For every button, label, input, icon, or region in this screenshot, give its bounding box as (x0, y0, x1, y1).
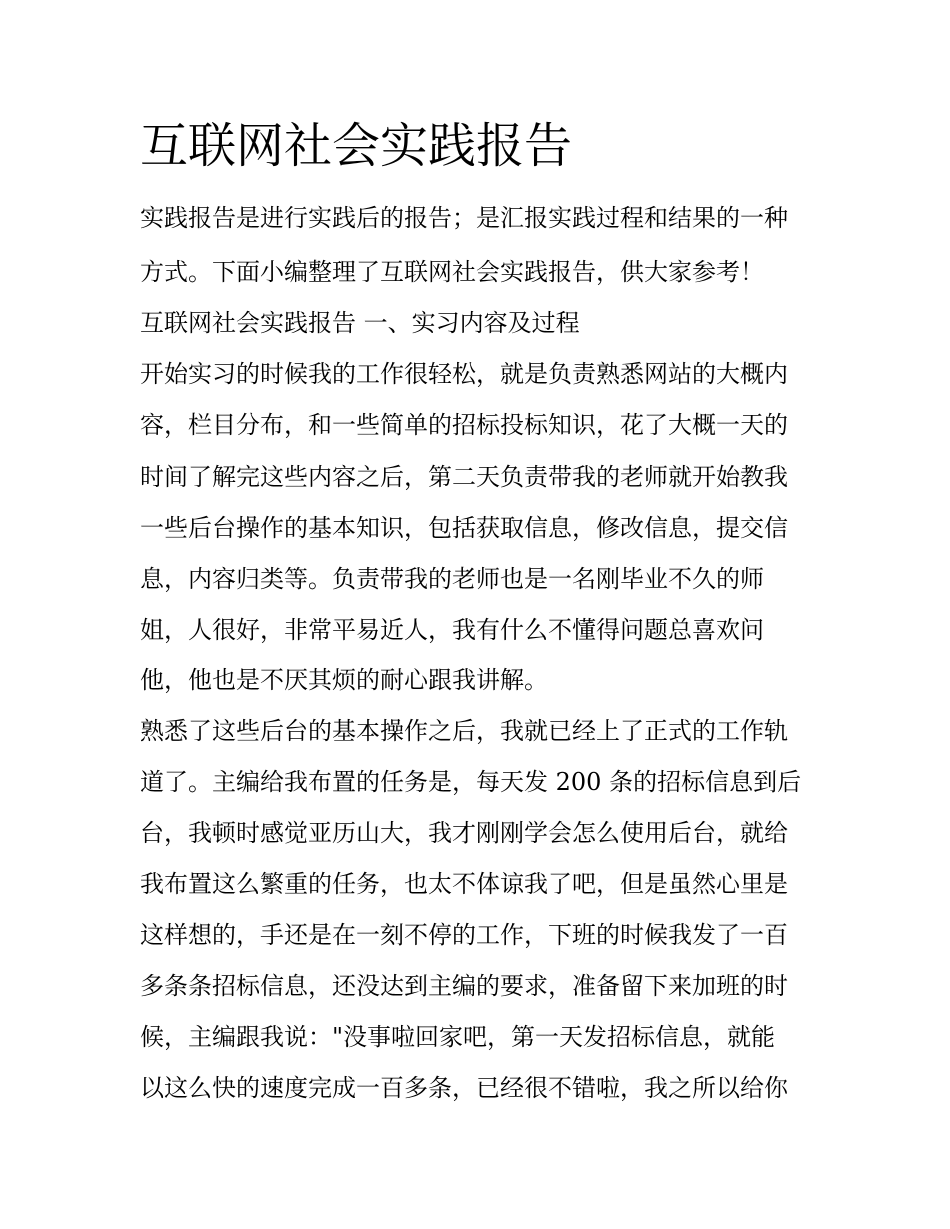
paragraph-line: 方式。下面小编整理了互联网社会实践报告，供大家参考！ (140, 258, 764, 286)
paragraph-line: 实践报告是进行实践后的报告；是汇报实践过程和结果的一种 (140, 204, 788, 232)
paragraph-line: 息，内容归类等。负责带我的老师也是一名刚毕业不久的师 (140, 565, 764, 593)
paragraph-line: 容，栏目分布，和一些简单的招标投标知识，花了大概一天的 (140, 411, 788, 439)
paragraph-line: 道了。主编给我布置的任务是，每天发 200 条的招标信息到后 (140, 768, 802, 796)
paragraph-line: 熟悉了这些后台的基本操作之后，我就已经上了正式的工作轨 (140, 717, 788, 745)
paragraph-line: 多条条招标信息，还没达到主编的要求，准备留下来加班的时 (140, 972, 788, 1000)
paragraph-line: 以这么快的速度完成一百多条，已经很不错啦，我之所以给你 (140, 1074, 788, 1102)
paragraph-line: 台，我顿时感觉亚历山大，我才刚刚学会怎么使用后台，就给 (140, 819, 788, 847)
paragraph-line: 姐，人很好，非常平易近人，我有什么不懂得问题总喜欢问 (140, 616, 764, 644)
paragraph-line: 一些后台操作的基本知识，包括获取信息，修改信息，提交信 (140, 514, 788, 542)
section-heading-line: 互联网社会实践报告 一、实习内容及过程 (140, 309, 580, 337)
paragraph-line: 他，他也是不厌其烦的耐心跟我讲解。 (140, 666, 548, 694)
document-title: 互联网社会实践报告 (140, 118, 573, 174)
paragraph-line: 开始实习的时候我的工作很轻松，就是负责熟悉网站的大概内 (140, 360, 788, 388)
paragraph-line: 我布置这么繁重的任务，也太不体谅我了吧，但是虽然心里是 (140, 870, 788, 898)
paragraph-line: 候，主编跟我说："没事啦回家吧，第一天发招标信息，就能 (140, 1023, 776, 1051)
paragraph-line: 这样想的，手还是在一刻不停的工作，下班的时候我发了一百 (140, 921, 788, 949)
paragraph-line: 时间了解完这些内容之后，第二天负责带我的老师就开始教我 (140, 463, 788, 491)
